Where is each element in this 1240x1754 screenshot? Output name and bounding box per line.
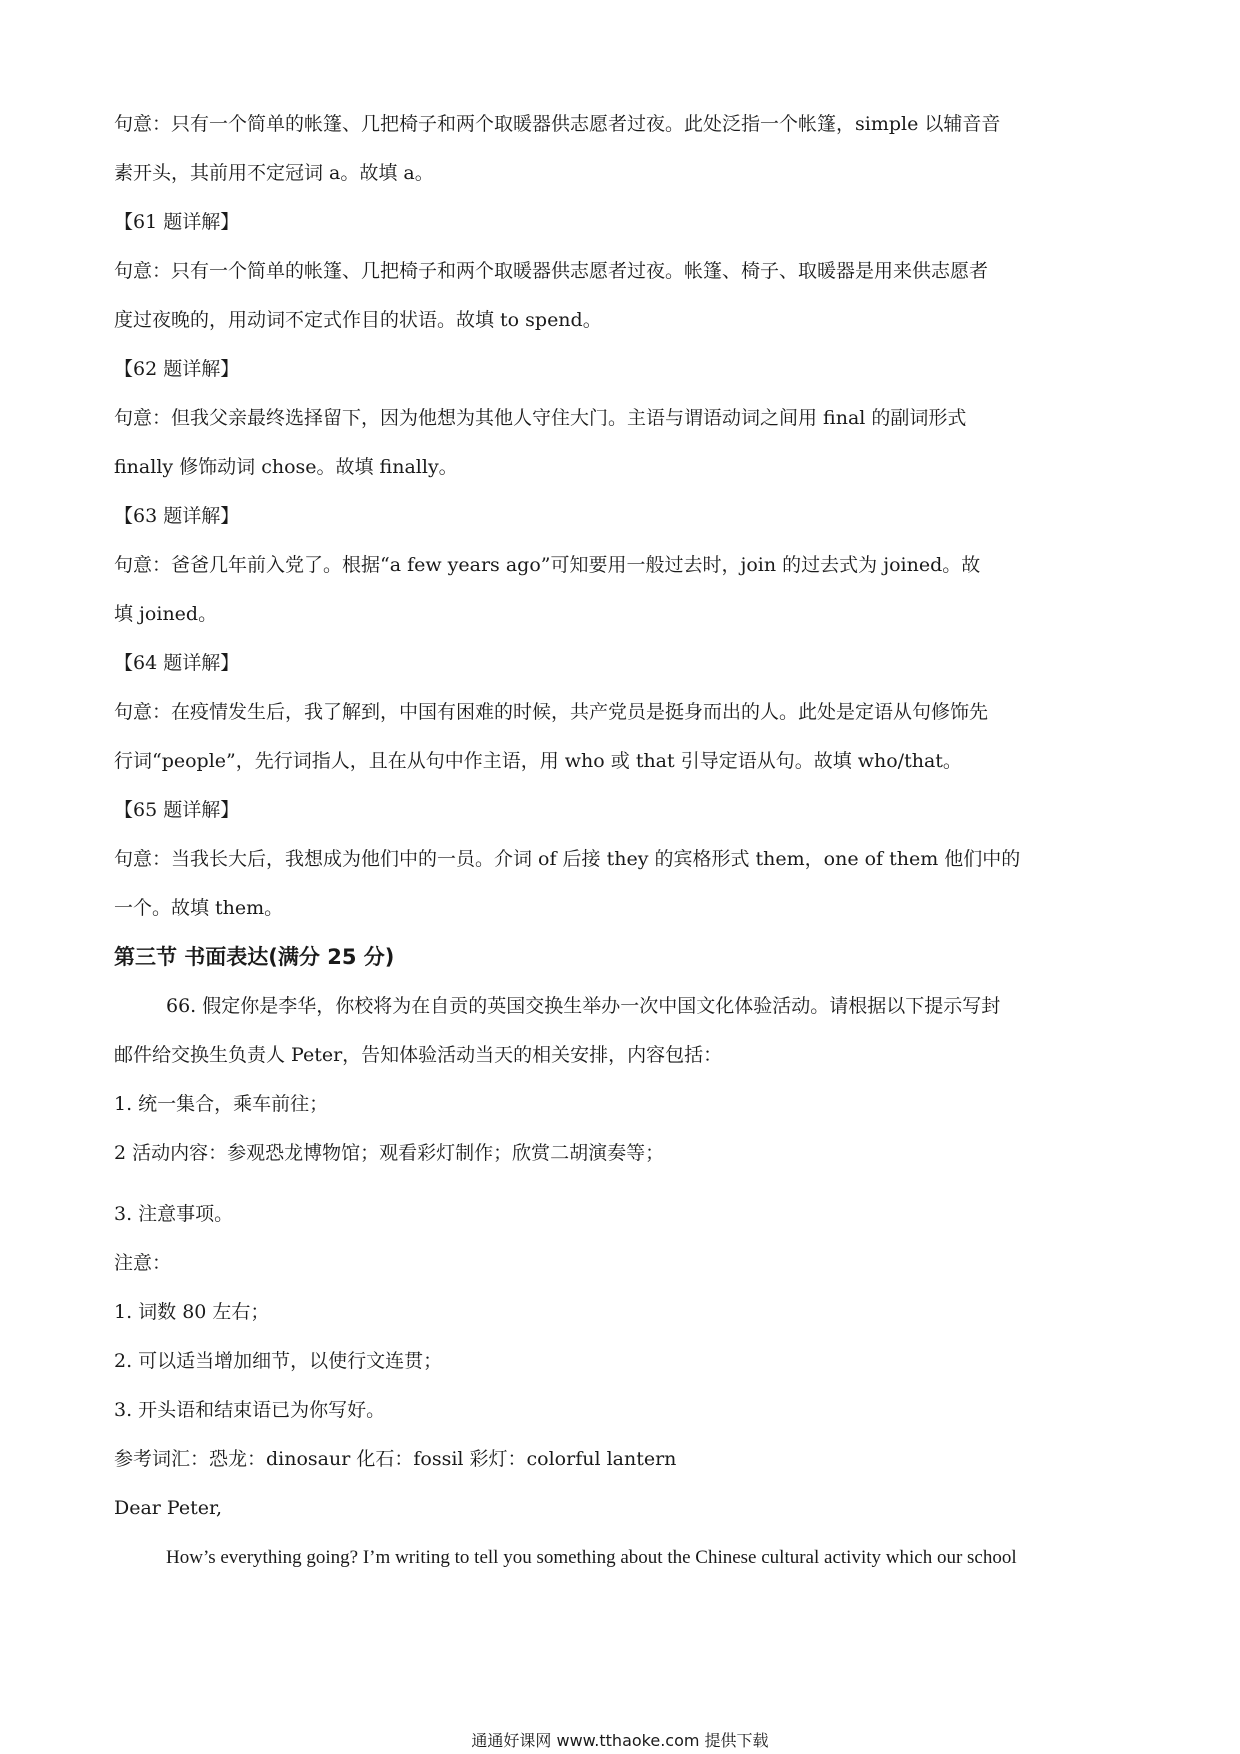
explanation-line: 句意：但我父亲最终选择留下，因为他想为其他人守住大门。主语与谓语动词之间用 final 的副词形式 (114, 407, 967, 429)
note-line: 2. 可以适当增加细节，以使行文连贯； (114, 1350, 443, 1372)
document-page (114, 100, 1134, 1582)
explanation-line: 一个。故填 them。 (114, 897, 284, 919)
explanation-line: 句意：只有一个简单的帐篷、几把椅子和两个取暖器供志愿者过夜。此处泛指一个帐篷，simple 以辅音音 (114, 113, 1001, 135)
question-66 (114, 982, 1134, 1080)
explanation-line: 句意：爸爸几年前入党了。根据“a few years ago”可知要用一般过去时，join 的过去式为 joined。故 (114, 554, 981, 576)
explanation-line: finally 修饰动词 chose。故填 finally。 (114, 456, 458, 478)
explanation-line: 度过夜晚的，用动词不定式作目的状语。故填 to spend。 (114, 309, 602, 331)
footer-source: 通通好课网 www.tthaoke.com 提供下载 (471, 1731, 769, 1750)
question-line: 66. 假定你是李华，你校将为在自贡的英国交换生举办一次中国文化体验活动。请根据以下提示写封 (166, 995, 1001, 1017)
note-line: 参考词汇：恐龙：dinosaur 化石：fossil 彩灯：colorful lantern (114, 1448, 677, 1470)
note-line: Dear Peter, (114, 1497, 223, 1519)
note-line: 1. 词数 80 左右； (114, 1301, 270, 1323)
item-line: 2 活动内容：参观恐龙博物馆；观看彩灯制作；欣赏二胡演奏等； (114, 1142, 665, 1164)
spacer (114, 1178, 1134, 1190)
explanation-line: 句意：在疫情发生后，我了解到，中国有困难的时候，共产党员是挺身而出的人。此处是定语从句修饰先 (114, 701, 989, 723)
explanation-line: 行词“people”，先行词指人，且在从句中作主语，用 who 或 that 引导定语从句。故填 who/that。 (114, 750, 962, 772)
explanation-line: 【61 题详解】 (114, 211, 240, 233)
note-line: 注意： (114, 1252, 172, 1274)
item-line: 1. 统一集合，乘车前往； (114, 1093, 329, 1115)
explanation-line: 句意：只有一个简单的帐篷、几把椅子和两个取暖器供志愿者过夜。帐篷、椅子、取暖器是用来供志愿者 (114, 260, 989, 282)
note-line: 3. 注意事项。 (114, 1203, 234, 1225)
explanation-line: 填 joined。 (114, 603, 218, 625)
notes-and-greeting (114, 1190, 1134, 1533)
question-line: 邮件给交换生负责人 Peter，告知体验活动当天的相关安排，内容包括： (114, 1044, 723, 1066)
answer-explanations (114, 100, 1134, 933)
explanation-line: 句意：当我长大后，我想成为他们中的一员。介词 of 后接 they 的宾格形式 them，one of them 他们中的 (114, 848, 1021, 870)
explanation-line: 【65 题详解】 (114, 799, 240, 821)
note-line: 3. 开头语和结束语已为你写好。 (114, 1399, 386, 1421)
explanation-line: 【64 题详解】 (114, 652, 240, 674)
explanation-line: 素开头，其前用不定冠词 a。故填 a。 (114, 162, 434, 184)
letter-first-line: How’s everything going? I’m writing to tell you something about the Chinese cultural activity which our school (166, 1547, 1017, 1568)
explanation-line: 【63 题详解】 (114, 505, 240, 527)
explanation-line: 【62 题详解】 (114, 358, 240, 380)
section-title: 第三节 书面表达(满分 25 分) (114, 945, 395, 969)
content-items (114, 1080, 1134, 1178)
